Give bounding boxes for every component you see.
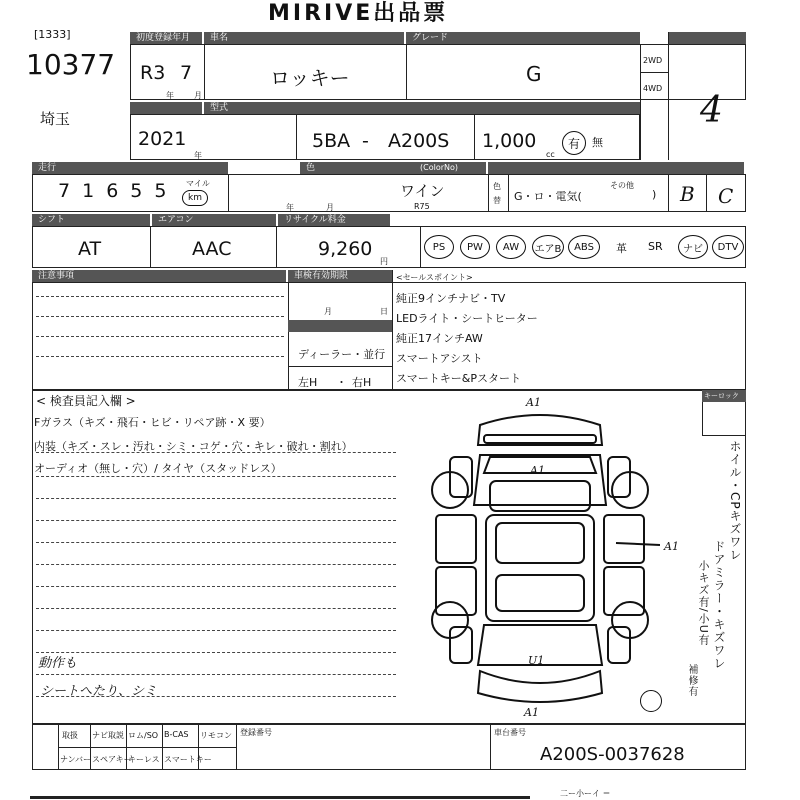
header-year: 初度登録年月 — [130, 32, 202, 44]
header-grade: グレード — [406, 32, 640, 44]
model-dash: - — [362, 130, 369, 152]
footer-item: スペアキー — [92, 755, 132, 764]
equip-sunroof: SR — [648, 240, 663, 253]
mileage-digit: 7 — [58, 180, 83, 202]
score-exterior: C — [718, 184, 734, 208]
sales-point: スマートアシスト — [396, 352, 483, 365]
lot-number: 10377 — [26, 48, 116, 81]
turbo-no: 無 — [592, 136, 603, 149]
header-model: 型式 — [204, 102, 640, 114]
key-circle — [640, 690, 662, 712]
cc-unit: cc — [546, 150, 555, 159]
chassis-number: A200S-0037628 — [540, 744, 685, 765]
header-name: 車名 — [204, 32, 404, 44]
header-ac: エアコン — [152, 214, 276, 226]
equip-pw: PW — [460, 235, 490, 259]
year-unit: 年 — [166, 91, 174, 100]
color-code: R75 — [414, 202, 430, 211]
month-unit: 月 — [194, 91, 202, 100]
color-name: ワイン — [400, 182, 445, 200]
footer-item: ロム/SO — [128, 731, 159, 740]
footer-item: 取扱 — [62, 731, 78, 740]
inspector-header: < 検査員記入欄 > — [36, 394, 136, 408]
damage-mark: A1 — [526, 396, 541, 409]
equip-abs: ABS — [568, 235, 600, 259]
footer-item: リモコン — [200, 731, 232, 740]
drive-2wd: 2WD — [643, 56, 663, 65]
turbo-yes: 有 — [562, 131, 586, 155]
side-note-2: ドアミラー・キズワレ — [712, 540, 726, 670]
footer-item: B-CAS — [164, 730, 189, 739]
header-score — [668, 32, 746, 44]
hand-note: 動作も — [38, 656, 78, 671]
color-change-label: 色 替 — [493, 182, 501, 205]
hand-note: シートへたり、シミ — [40, 684, 158, 699]
header-price: リサイクル料金 — [278, 214, 390, 226]
equip-aw: AW — [496, 235, 526, 259]
car-name: ロッキー — [270, 66, 350, 90]
header-color: 色 — [300, 162, 486, 174]
inspector-line: Fガラス（キズ・飛石・ヒビ・リペア跡・X 要） — [34, 416, 271, 429]
model-code: A200S — [388, 130, 450, 152]
mileage-unit-km: km — [182, 190, 208, 206]
displacement: 1,000 — [482, 130, 537, 152]
header-first-reg — [130, 102, 202, 114]
header-color-change — [488, 162, 744, 174]
year-mark: 年 — [286, 203, 294, 212]
reg-label: 登録番号 — [240, 728, 272, 737]
recycle-fee: 9,260 — [318, 238, 373, 260]
header-inspection: 車検有効期限 — [288, 270, 392, 282]
model-prefix: 5BA — [312, 130, 351, 152]
grade: G — [526, 62, 542, 86]
shift: AT — [78, 238, 102, 260]
sheet-title: MIRIVE出品票 — [268, 1, 449, 26]
header-mileage: 走行 — [32, 162, 228, 174]
chassis-label: 車台番号 — [494, 728, 526, 737]
footer-item: スマートキー — [164, 755, 212, 764]
sales-point: 純正9インチナビ・TV — [396, 292, 506, 305]
header-dealer — [288, 320, 392, 332]
side-note-4: 補修有 — [686, 664, 697, 697]
side-note-1: ホイル・CPキズワレ — [728, 440, 742, 562]
equip-dtv: DTV — [712, 235, 744, 259]
equip-airbag: エアB — [532, 235, 564, 259]
month-mark: 月 — [326, 203, 334, 212]
row4-box — [32, 226, 746, 268]
mileage-digit: 1 — [82, 180, 107, 202]
yen-unit: 円 — [380, 257, 388, 266]
mileage-digit: 5 — [154, 180, 179, 202]
mileage-digit: 5 — [130, 180, 155, 202]
handle-dot: ・ — [336, 376, 347, 389]
mileage-digit: 6 — [106, 180, 131, 202]
hand-score: 4 — [700, 90, 723, 131]
color-other: その他 — [610, 181, 634, 190]
insp-month: 月 — [324, 307, 332, 316]
sales-point: LEDライト・シートヒーター — [396, 312, 538, 325]
side-tag: キーロック — [702, 390, 746, 402]
damage-mark: A1 — [530, 464, 545, 477]
equip-ps: PS — [424, 235, 454, 259]
insp-day: 日 — [380, 307, 388, 316]
header-notes: 注意事項 — [32, 270, 286, 282]
damage-mark: A1 — [524, 706, 539, 719]
ac: AAC — [192, 238, 232, 260]
mileage-unit-mile: マイル — [186, 179, 210, 188]
score-interior: B — [680, 182, 695, 206]
footer-item: ナンバー — [60, 755, 92, 764]
equip-navi: ナビ — [678, 235, 708, 259]
footer-item: ナビ取説 — [92, 731, 124, 740]
car-diagram — [420, 395, 660, 720]
equip-leather: 革 — [616, 242, 627, 255]
inspector-line: 内装（キズ・スレ・汚れ・シミ・コゲ・穴・キレ・破れ・割れ） — [34, 440, 353, 453]
bottom-text: 二ー小ーイ ＝ — [560, 789, 611, 798]
drive-4wd: 4WD — [643, 84, 663, 93]
year-suffix: 年 — [194, 151, 202, 160]
region: 埼玉 — [40, 110, 71, 128]
inspector-line: オーディオ（無し・穴）/ タイヤ（スタッドレス） — [34, 462, 282, 475]
color-no-label: (ColorNo) — [420, 163, 459, 172]
damage-mark: U1 — [528, 654, 545, 667]
color-close: ) — [652, 188, 657, 201]
month: 7 — [180, 62, 193, 84]
damage-mark: A1 — [664, 540, 679, 553]
sales-header: <セールスポイント> — [396, 273, 473, 282]
lot-code: [1333] — [34, 28, 71, 41]
first-reg-year: 2021 — [138, 128, 187, 150]
era: R3 — [140, 62, 166, 84]
handle-left: 左H — [298, 376, 318, 389]
dealer-type: ディーラー・並行 — [298, 348, 386, 361]
color-options: G・ロ・電気( — [514, 190, 582, 203]
handle-right: 右H — [352, 376, 372, 389]
header-shift: シフト — [32, 214, 150, 226]
sales-point: 純正17インチAW — [396, 332, 483, 345]
sales-point: スマートキー&Pスタート — [396, 372, 521, 385]
side-note-3: 小キズ有/小U有 — [697, 560, 710, 646]
mileage-digits — [58, 180, 178, 202]
footer-item: キーレス — [128, 755, 160, 764]
